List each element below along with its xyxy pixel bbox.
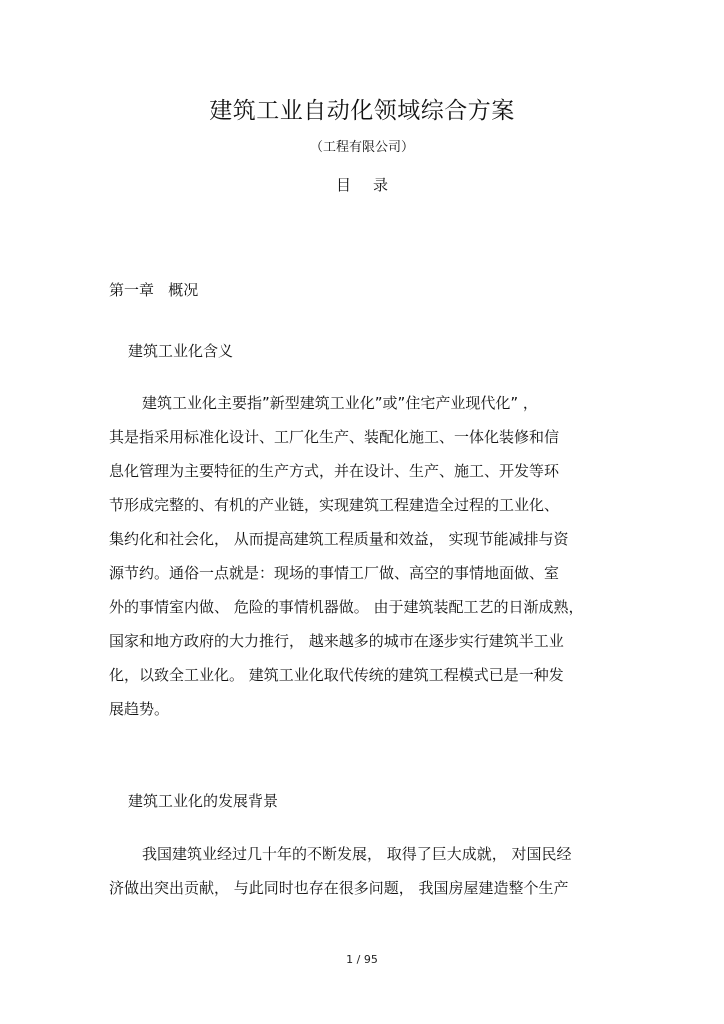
section-heading: 建筑工业化的发展背景	[128, 792, 279, 810]
paragraph-line: 集约化和社会化， 从而提高建筑工程质量和效益， 实现节能减排与资	[109, 530, 569, 548]
paragraph	[109, 837, 614, 905]
paragraph-line: 建筑工业化主要指”新型建筑工业化”或”住宅产业现代化” ，	[142, 394, 538, 412]
paragraph-line: 我国建筑业经过几十年的不断发展， 取得了巨大成就， 对国民经	[142, 845, 572, 863]
section-heading: 建筑工业化含义	[128, 342, 234, 360]
paragraph	[109, 386, 614, 726]
document-subtitle: （工程有限公司）	[309, 140, 414, 155]
chapter-heading: 第一章 概况	[109, 281, 199, 299]
page-number: 1 / 95	[346, 953, 378, 966]
paragraph-line: 节形成完整的、有机的产业链，实现建筑工程建造全过程的工业化、	[109, 496, 560, 514]
paragraph-line: 化，以致全工业化。 建筑工业化取代传统的建筑工程模式已是一种发	[109, 666, 564, 684]
paragraph-line: 其是指采用标准化设计、工厂化生产、装配化施工、一体化装修和信	[109, 428, 560, 446]
document-title: 建筑工业自动化领域综合方案	[209, 98, 515, 124]
paragraph-line: 国家和地方政府的大力推行， 越来越多的城市在逐步实行建筑半工业	[109, 632, 564, 650]
paragraph-line: 展趋势。	[109, 700, 170, 718]
paragraph-line: 息化管理为主要特征的生产方式，并在设计、生产、施工、开发等环	[109, 462, 560, 480]
paragraph-line: 外的事情室内做、 危险的事情机器做。 由于建筑装配工艺的日渐成熟，	[109, 598, 584, 616]
toc-label: 目录	[335, 176, 410, 194]
paragraph-line: 源节约。通俗一点就是：现场的事情工厂做、高空的事情地面做、室	[109, 564, 560, 582]
paragraph-line: 济做出突出贡献， 与此同时也存在很多问题， 我国房屋建造整个生产	[109, 879, 569, 897]
